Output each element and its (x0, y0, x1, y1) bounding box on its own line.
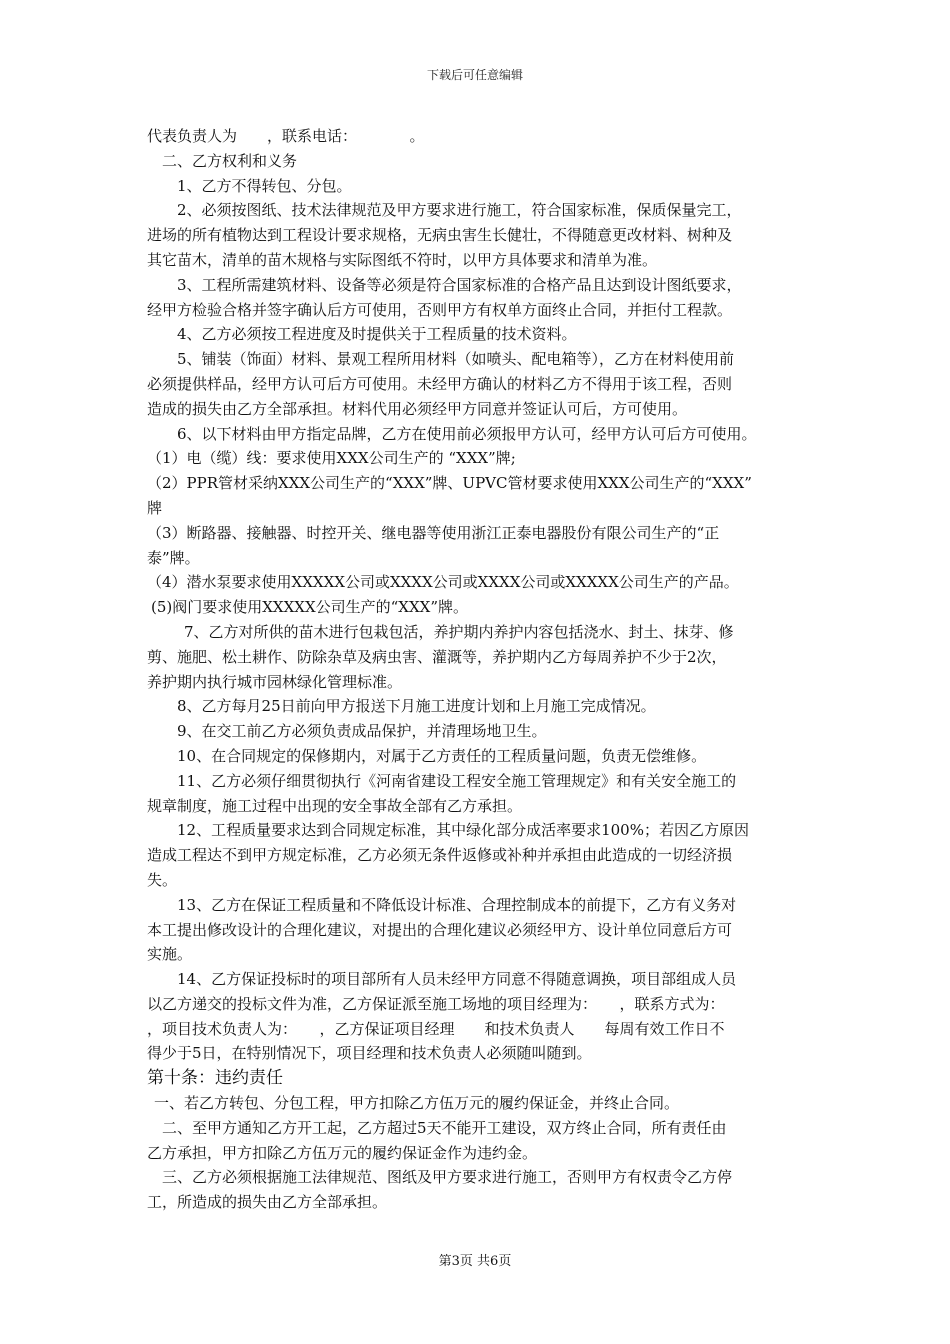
text-line: 5、铺装（饰面）材料、景观工程所用材料（如喷头、配电箱等），乙方在材料使用前 (177, 350, 735, 369)
text-line: 10、在合同规定的保修期内，对属于乙方责任的工程质量问题，负责无偿维修。 (177, 746, 707, 765)
text-line: 7、乙方对所供的苗木进行包栽包活，养护期内养护内容包括浇水、封土、抹芽、修 (184, 622, 734, 641)
text-line: 9、在交工前乙方必须负责成品保护，并清理场地卫生。 (177, 722, 547, 741)
text-line: (5)阀门要求使用XXXXX公司生产的“XXX”牌。 (151, 598, 469, 617)
text-line: 二、至甲方通知乙方开工起，乙方超过5天不能开工建设，双方终止合同，所有责任由 (162, 1118, 727, 1137)
text-line: （1）电（缆）线：要求使用XXX公司生产的 “XXX”牌; (147, 449, 516, 468)
text-line: 一、若乙方转包、分包工程，甲方扣除乙方伍万元的履约保证金，并终止合同。 (154, 1094, 680, 1113)
page-header: 下载后可任意编辑 (426, 68, 523, 82)
text-line: 三、乙方必须根据施工法律规范、图纸及甲方要求进行施工，否则甲方有权责令乙方停 (162, 1168, 733, 1187)
text-line: 进场的所有植物达到工程设计要求规格，无病虫害生长健壮，不得随意更改材料、树种及 (147, 226, 733, 245)
text-line: 经甲方检验合格并签字确认后方可使用，否则甲方有权单方面终止合同，并拒付工程款。 (147, 300, 733, 319)
text-line: 1、乙方不得转包、分包。 (177, 176, 352, 195)
text-line: 11、乙方必须仔细贯彻执行《河南省建设工程安全施工管理规定》和有关安全施工的 (177, 771, 737, 790)
text-line: 造成的损失由乙方全部承担。材料代用必须经甲方同意并签证认可后，方可使用。 (147, 399, 688, 418)
text-line: 代表负责人为 ，联系电话： 。 (147, 127, 425, 145)
text-line: 失。 (147, 870, 178, 889)
text-line: 13、乙方在保证工程质量和不降低设计标准、合理控制成本的前提下，乙方有义务对 (177, 895, 737, 914)
text-line: 得少于5日，在特别情况下，项目经理和技术负责人必须随叫随到。 (147, 1044, 592, 1063)
text-line: 造成工程达不到甲方规定标准，乙方必须无条件返修或补种并承担由此造成的一切经济损 (147, 846, 733, 865)
text-line: 必须提供样品，经甲方认可后方可使用。未经甲方确认的材料乙方不得用于该工程，否则 (147, 374, 733, 393)
text-line: 泰”牌。 (147, 548, 200, 567)
text-line: （3）断路器、接触器、时控开关、继电器等使用浙江正泰电器股份有限公司生产的“正 (147, 523, 720, 542)
text-line: （2）PPR管材采纳XXX公司生产的“XXX”牌、UPVC管材要求使用XXX公司生产的“XXX” (147, 474, 752, 493)
text-line: 本工提出修改设计的合理化建议，对提出的合理化建议必须经甲方、设计单位同意后方可 (147, 920, 733, 939)
document-body (147, 124, 815, 1215)
page-footer: 第3页 共6页 (438, 1254, 512, 1269)
text-line: 养护期内执行城市园林绿化管理标准。 (147, 672, 403, 691)
text-line: 以乙方递交的投标文件为准，乙方保证派至施工场地的项目经理为： ，联系方式为： (147, 994, 725, 1013)
text-line: 3、工程所需建筑材料、设备等必须是符合国家标准的合格产品且达到设计图纸要求， (177, 275, 742, 294)
text-line: 14、乙方保证投标时的项目部所有人员未经甲方同意不得随意调换，项目部组成人员 (177, 970, 737, 989)
text-line: 规章制度，施工过程中出现的安全事故全部有乙方承担。 (147, 796, 523, 815)
text-line: 6、以下材料由甲方指定品牌，乙方在使用前必须报甲方认可，经甲方认可后方可使用。 (177, 424, 757, 443)
text-line: （4）潜水泵要求使用XXXXX公司或XXXX公司或XXXX公司或XXXXX公司生产的产品。 (147, 573, 739, 592)
article-heading: 第十条：违约责任 (147, 1068, 283, 1089)
text-line: 二、乙方权利和义务 (162, 151, 298, 170)
text-line: 4、乙方必须按工程进度及时提供关于工程质量的技术资料。 (177, 325, 577, 344)
text-line: 工，所造成的损失由乙方全部承担。 (147, 1193, 388, 1212)
text-line: 牌 (147, 498, 163, 517)
text-line: 8、乙方每月25日前向甲方报送下月施工进度计划和上月施工完成情况。 (177, 697, 656, 716)
text-line: 乙方承担，甲方扣除乙方伍万元的履约保证金作为违约金。 (147, 1143, 538, 1162)
text-line: 2、必须按图纸、技术法律规范及甲方要求进行施工，符合国家标准，保质保量完工， (177, 201, 742, 220)
text-line: 剪、施肥、松土耕作、防除杂草及病虫害、灌溉等，养护期内乙方每周养护不少于2次， (147, 647, 727, 666)
text-line: 实施。 (147, 945, 193, 964)
text-line: 12、工程质量要求达到合同规定标准，其中绿化部分成活率要求100%；若因乙方原因 (177, 821, 749, 840)
text-line: ，项目技术负责人为： ，乙方保证项目经理 和技术负责人 每周有效工作日不 (147, 1019, 725, 1038)
text-line: 其它苗木，清单的苗木规格与实际图纸不符时，以甲方具体要求和清单为准。 (147, 250, 658, 269)
